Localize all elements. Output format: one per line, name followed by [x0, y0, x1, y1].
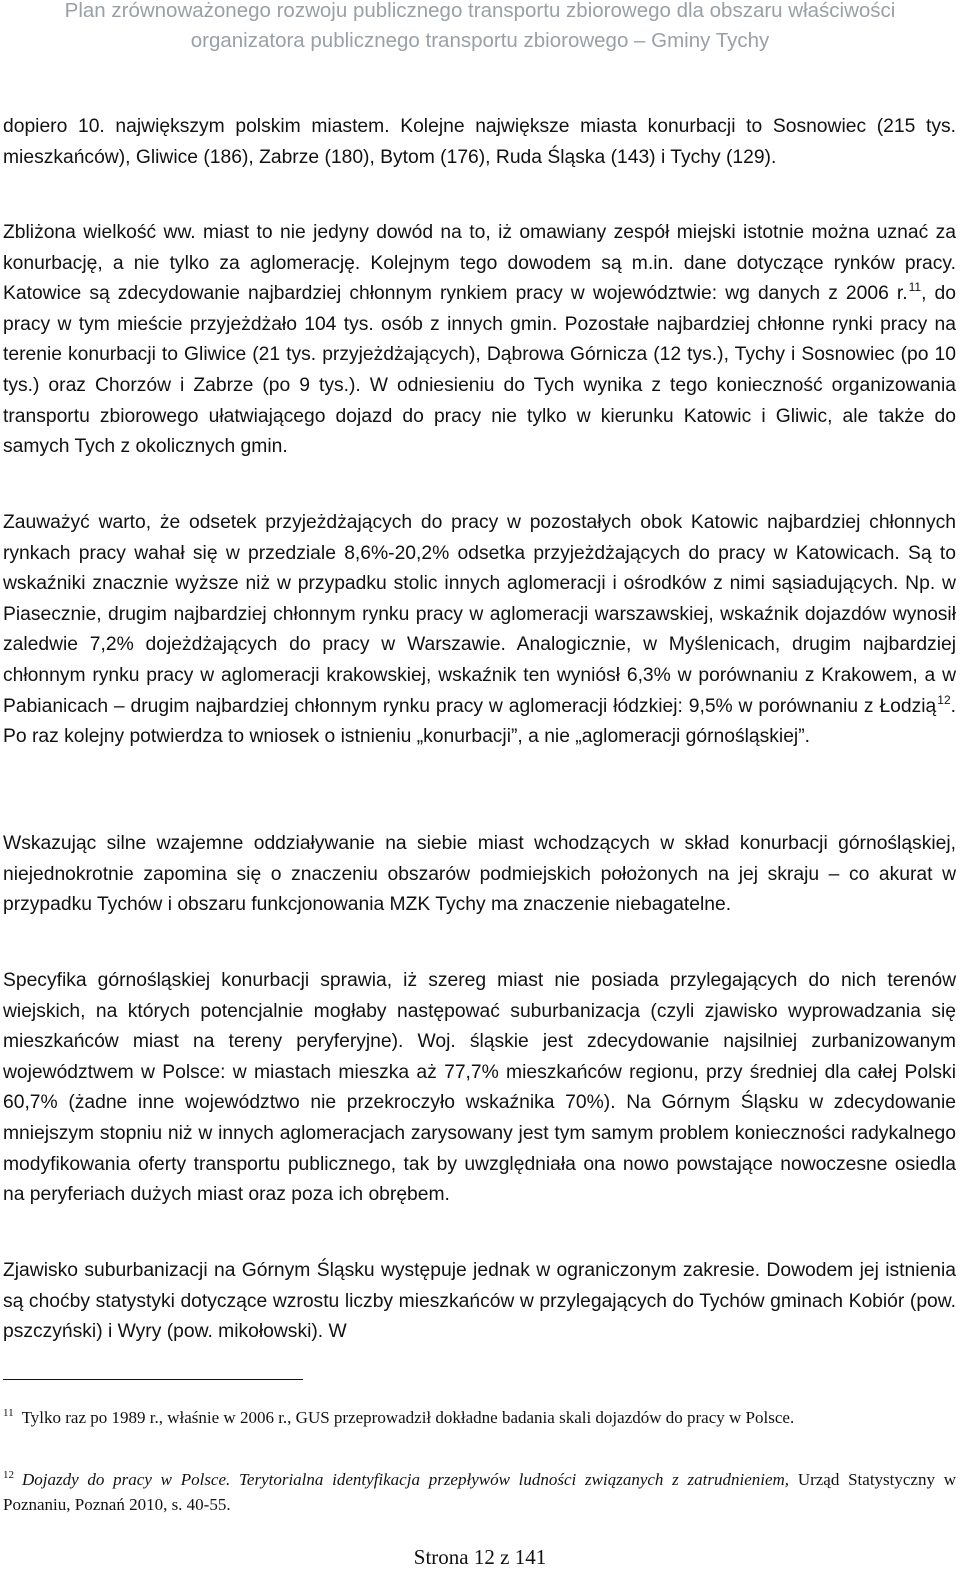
- paragraph-3: [3, 508, 956, 753]
- footnote-12: [3, 1467, 956, 1517]
- footnote-12-number: 12: [3, 1469, 14, 1481]
- paragraph-6: Zjawisko suburbanizacji na Górnym Śląsku występuje jednak w ograniczonym zakresie. Dowodem jej istnienia są choćby statystyki dotyczące wzrostu liczby mieszkańców w przylegających do Tychów gminach Kobiór (pow. pszczyński) i Wyry (pow. mikołowski). W: [3, 1260, 956, 1343]
- footnote-11-number: 11: [3, 1407, 14, 1419]
- paragraph-2-text-b: , do pracy w tym mieście przyjeżdżało 104 tys. osób z innych gmin. Pozostałe najbardziej chłonne rynki pracy na terenie konurbacji to Gliwice (21 tys. przyjeżdżających), Dąbrowa Górnicza (12 tys.), Tychy i Sosnowiec (po 10 tys.) oraz Chorzów i Zabrze (po 9 tys.). W odniesieniu do Tych wynika z tego konieczność organizowania transportu zbiorowego ułatwiającego dojazd do pracy nie tylko w kierunku Katowic i Gliwic, ale także do samych Tych z okolicznych gmin.: [3, 283, 956, 458]
- footnote-11: [3, 1405, 956, 1430]
- footnote-12-source: Urząd Statystyczny w Poznaniu, Poznań 2010, s. 40-55.: [3, 1470, 956, 1514]
- footnote-separator: [3, 1379, 303, 1380]
- header-title-line-2: organizatora publicznego transportu zbiorowego – Gminy Tychy: [190, 29, 770, 52]
- paragraph-3-text-a: Zauważyć warto, że odsetek przyjeżdżających do pracy w pozostałych obok Katowic najbardziej chłonnych rynkach pracy wahał się w przedziale 8,6%-20,2% odsetka przyjeżdżających do pracy w Katowicach. Są to wskaźniki znacznie wyższe niż w przypadku stolic innych aglomeracji i ośrodków z nimi sąsiadujących. Np. w Piasecznie, drugim najbardziej chłonnym rynku pracy w aglomeracji warszawskiej, wskaźnik dojazdów wynosił zaledwie 7,2% dojeżdżających do pracy w Warszawie. Analogicznie, w Myślenicach, drugim najbardziej chłonnym rynku pracy w aglomeracji krakowskiej, wskaźnik ten wyniósł 6,3% w porównaniu z Krakowem, a w Pabianicach – drugim najbardziej chłonnym rynku pracy w aglomeracji łódzkiej: 9,5% w porównaniu z Łodzią: [3, 512, 956, 717]
- page-number: Strona 12 z 141: [413, 1545, 547, 1569]
- paragraph-1: dopiero 10. największym polskim miastem. Kolejne największe miasta konurbacji to Sosnowiec (215 tys. mieszkańców), Gliwice (186), Zabrze (180), Bytom (176), Ruda Śląska (143) i Tychy (129).: [3, 116, 956, 168]
- paragraph-2: [3, 218, 956, 463]
- paragraph-3-text-b: . Po raz kolejny potwierdza to wniosek o istnieniu „konurbacji”, a nie „aglomeracji górnośląskiej”.: [3, 695, 956, 748]
- header-title-line-1: Plan zrównoważonego rozwoju publicznego transportu zbiorowego dla obszaru właściwości: [64, 0, 896, 22]
- footnote-ref-11: 11: [908, 280, 922, 295]
- footnote-ref-12: 12: [937, 692, 951, 707]
- footnote-12-title: Dojazdy do pracy w Polsce. Terytorialna identyfikacja przepływów ludności związanych z zatrudnieniem,: [22, 1470, 790, 1489]
- paragraph-2-text-a: Zbliżona wielkość ww. miast to nie jedyny dowód na to, iż omawiany zespół miejski istotnie można uznać za konurbację, a nie tylko za aglomerację. Kolejnym tego dowodem są m.in. dane dotyczące rynków pracy. Katowice są zdecydowanie najbardziej chłonnym rynkiem pracy w województwie: wg danych z 2006 r.: [3, 222, 956, 305]
- paragraph-4: Wskazując silne wzajemne oddziaływanie na siebie miast wchodzących w skład konurbacji górnośląskiej, niejednokrotnie zapomina się o znaczeniu obszarów podmiejskich położonych na jej skraju – co akurat w przypadku Tychów i obszaru funkcjonowania MZK Tychy ma znaczenie niebagatelne.: [3, 833, 956, 916]
- footnote-11-text: Tylko raz po 1989 r., właśnie w 2006 r., GUS przeprowadził dokładne badania skali dojazdów do pracy w Polsce.: [21, 1408, 795, 1427]
- paragraph-5: Specyfika górnośląskiej konurbacji sprawia, iż szereg miast nie posiada przylegających do nich terenów wiejskich, na których potencjalnie mogłaby następować suburbanizacja (czyli zjawisko wyprowadzania się mieszkańców miast na tereny peryferyjne). Woj. śląskie jest zdecydowanie najsilniej zurbanizowanym województwem w Polsce: w miastach mieszka aż 77,7% mieszkańców regionu, przy średniej dla całej Polski 60,7% (żadne inne województwo nie przekroczyło wskaźnika 70%). Na Górnym Śląsku w zdecydowanie mniejszym stopniu niż w innych aglomeracjach zarysowany jest tym samym problem konieczności radykalnego modyfikowania oferty transportu publicznego, tak by uwzględniała ona nowo powstające nowoczesne osiedla na peryferiach dużych miast oraz poza ich obrębem.: [3, 970, 956, 1206]
